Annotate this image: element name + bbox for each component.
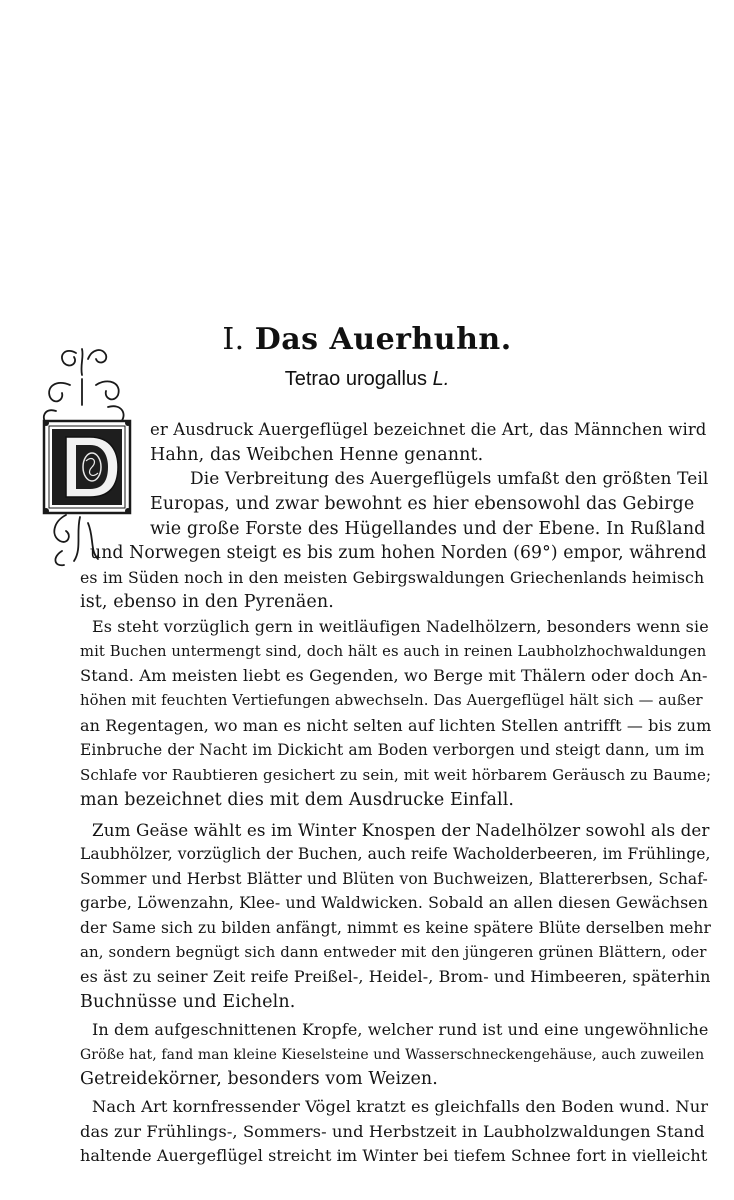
- text-line: garbe, Löwenzahn, Klee- und Waldwicken. Sobald an allen diesen Gewächsen: [80, 893, 708, 912]
- text-line: In dem aufgeschnittenen Kropfe, welcher rund ist und eine ungewöhnliche: [92, 1020, 709, 1039]
- text-line: es im Süden noch in den meisten Gebirgswaldungen Griechenlands heimisch: [80, 568, 705, 587]
- text-line: Zum Geäse wählt es im Winter Knospen der Nadelhölzer sowohl als der: [92, 820, 710, 840]
- text-line: Größe hat, fand man kleine Kieselsteine und Wasserschneckengehäuse, auch zuweilen: [80, 1047, 705, 1063]
- text-line: das zur Frühlings-, Sommers- und Herbstzeit in Laubholzwaldungen Stand: [80, 1122, 705, 1141]
- text-line: Die Verbreitung des Auergeflügels umfaßt den größten Teil: [190, 469, 709, 489]
- text-line: Sommer und Herbst Blätter und Blüten von Buchweizen, Blattererbsen, Schaf-: [80, 870, 708, 888]
- text-line: Hahn, das Weibchen Henne genannt.: [150, 445, 484, 465]
- text-line: der Same sich zu bilden anfängt, nimmt es keine spätere Blüte derselben mehr: [80, 919, 711, 937]
- author-abbrev: L.: [432, 368, 450, 390]
- text-line: Stand. Am meisten liebt es Gegenden, wo Berge mit Thälern oder doch An-: [80, 666, 708, 685]
- text-line: Laubhölzer, vorzüglich der Buchen, auch reife Wacholderbeeren, im Frühlinge,: [80, 845, 711, 863]
- text-line: Getreidekörner, besonders vom Weizen.: [80, 1069, 438, 1089]
- scientific-name-text: Tetrao urogallus: [284, 368, 428, 390]
- text-line: haltende Auergeflügel streicht im Winter bei tiefem Schnee fort in vielleicht: [80, 1146, 708, 1165]
- text-line: wie große Forste des Hügellandes und der Ebene. In Rußland: [150, 519, 706, 539]
- text-line: man bezeichnet dies mit dem Ausdrucke Einfall.: [80, 790, 515, 810]
- text-line: Nach Art kornfressender Vögel kratzt es gleichfalls den Boden wund. Nur: [92, 1097, 709, 1116]
- text-line: er Ausdruck Auergeflügel bezeichnet die Art, das Männchen wird: [150, 420, 707, 439]
- text-line: ist, ebenso in den Pyrenäen.: [80, 592, 334, 612]
- text-line: es äst zu seiner Zeit reife Preißel-, Heidel-, Brom- und Himbeeren, späterhin: [80, 967, 711, 986]
- text-line: Einbruche der Nacht im Dickicht am Boden verborgen und steigt dann, um im: [80, 741, 705, 759]
- text-line: Es steht vorzüglich gern in weitläufigen Nadelhölzern, besonders wenn sie: [92, 617, 709, 636]
- text-line: höhen mit feuchten Vertiefungen abwechseln. Das Auergeflügel hält sich — außer: [80, 692, 703, 709]
- text-line: und Norwegen steigt es bis zum hohen Norden (69°) empor, während: [90, 543, 707, 563]
- text-line: Europas, und zwar bewohnt es hier ebensowohl das Gebirge: [150, 494, 695, 514]
- text-line: an Regentagen, wo man es nicht selten auf lichten Stellen antrifft — bis zum: [80, 716, 712, 735]
- text-line: Buchnüsse und Eicheln.: [80, 992, 296, 1012]
- text-line: an, sondern begnügt sich dann entweder mit den jüngeren grünen Blättern, oder: [80, 943, 707, 961]
- chapter-title-text: Das Auerhuhn.: [254, 322, 512, 357]
- chapter-number: I.: [222, 322, 245, 357]
- ornamental-initial-d: [36, 345, 136, 570]
- text-line: mit Buchen untermengt sind, doch hält es auch in reinen Laubholzhochwaldungen: [80, 643, 707, 660]
- text-line: Schlafe vor Raubtieren gesichert zu sein, mit weit hörbarem Geräusch zu Baume;: [80, 766, 712, 784]
